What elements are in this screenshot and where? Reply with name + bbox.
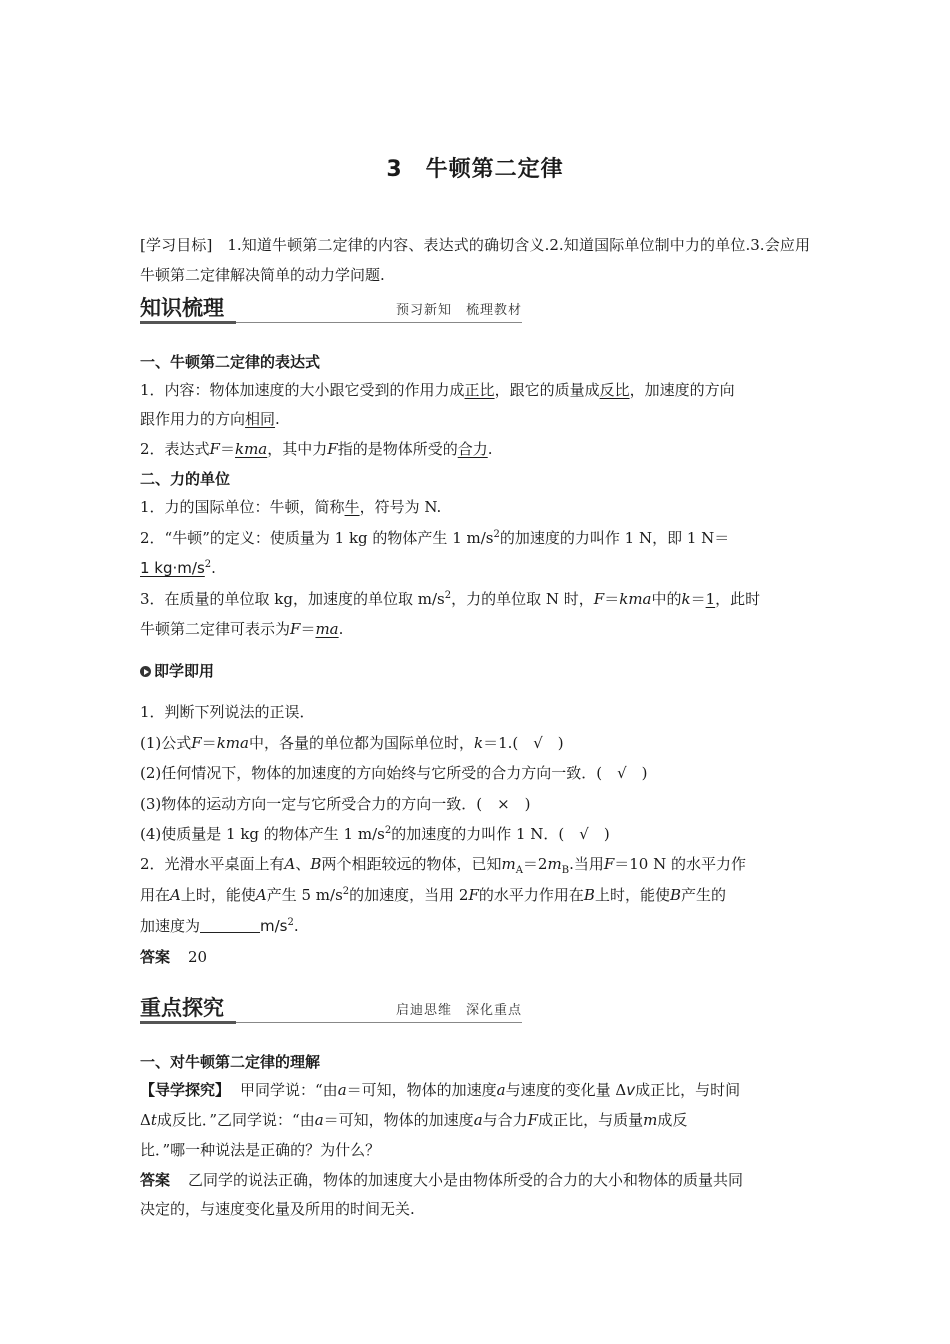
content-line: 【导学探究】 甲同学说：“由a＝可知，物体的加速度a与速度的变化量 Δv成正比，与时间 bbox=[140, 1081, 741, 1099]
question: 2．光滑水平桌面上有A、B两个相距较远的物体，已知$m_A=2m_B$.当用F＝10 N 的水平力作 bbox=[140, 855, 747, 876]
content-line: 跟作用力的方向相同. bbox=[140, 410, 280, 428]
answer-value: 20 bbox=[188, 948, 208, 966]
fill-answer: 牛 bbox=[344, 498, 360, 516]
content-line: 比．”哪一种说法是正确的？为什么？ bbox=[140, 1141, 381, 1159]
content-line: 1．内容：物体加速度的大小跟它受到的作用力成正比，跟它的质量成反比，加速度的方向 bbox=[140, 381, 735, 399]
answer-blank bbox=[200, 918, 260, 933]
part-heading: 一、对牛顿第二定律的理解 bbox=[140, 1053, 321, 1071]
section-subheading: 启迪思维 深化重点 bbox=[395, 1003, 522, 1018]
content-line: 1 $kg\cdot m/s^2$. bbox=[140, 559, 216, 577]
practice-heading: 即学即用 bbox=[140, 659, 214, 683]
fill-answer: ma bbox=[315, 620, 339, 638]
question: 1．判断下列说法的正误． bbox=[140, 703, 315, 721]
part-heading: 一、牛顿第二定律的表达式 bbox=[140, 353, 321, 371]
content-line: 牛顿第二定律可表示为F＝ma. bbox=[140, 620, 344, 638]
answer-line bbox=[140, 945, 207, 969]
answer-label: 答案 bbox=[140, 948, 171, 966]
answer-label: 答案 bbox=[140, 1171, 171, 1189]
answer-line: 决定的，与速度变化量及所用的时间无关. bbox=[140, 1200, 415, 1218]
fill-answer: 相同 bbox=[245, 410, 276, 428]
fill-answer: 反比 bbox=[599, 381, 630, 399]
question-line: 加速度为 $m/s^2$. bbox=[140, 917, 299, 935]
objectives-label: [学习目标] bbox=[140, 236, 213, 254]
section-banner-focus bbox=[140, 992, 522, 1024]
answer-line: 答案 乙同学的说法正确，物体的加速度大小是由物体所受的合力的大小和物体的质量共同 bbox=[140, 1171, 744, 1189]
fill-answer: kma bbox=[234, 440, 268, 458]
fill-answer: 正比 bbox=[464, 381, 495, 399]
content-line: Δt成反比．”乙同学说：“由a＝可知，物体的加速度a与合力F成正比，与质量m成反 bbox=[140, 1111, 688, 1129]
fill-answer: 合力 bbox=[457, 440, 488, 458]
page-title: 3 牛顿第二定律 bbox=[386, 157, 564, 182]
question-line: 用在A上时，能使A产生 5 $m/s^2$的加速度，当用 2F的水平力作用在B上时，能使B产生的 bbox=[140, 886, 726, 904]
objectives-text: 1.知道牛顿第二定律的内容、表达式的确切含义.2.知道国际单位制中力的单位.3.会应用牛顿第二定律解决简单的动力学问题. bbox=[140, 236, 810, 284]
part-heading: 二、力的单位 bbox=[140, 470, 231, 488]
fill-answer: 1 bbox=[705, 590, 716, 608]
section-heading: 知识梳理 bbox=[140, 296, 224, 320]
fill-answer: 1 kg·m/s bbox=[140, 559, 205, 577]
statement: (3)物体的运动方向一定与它所受合力的方向一致．( × ) bbox=[140, 795, 531, 813]
content-line: 1．力的国际单位：牛顿，简称牛，符号为 N. bbox=[140, 498, 442, 516]
section-subheading: 预习新知 梳理教材 bbox=[395, 303, 522, 318]
content-line: 3．在质量的单位取 kg，加速度的单位取 $m/s^2$，力的单位取 N 时，F＝kma中的k＝1，此时 bbox=[140, 590, 761, 608]
play-circle-icon bbox=[140, 666, 151, 677]
learning-objectives bbox=[140, 230, 810, 290]
section-banner-knowledge bbox=[140, 292, 522, 324]
statement: (1)公式F＝kma中，各量的单位都为国际单位时，k＝1.( √ ) bbox=[140, 734, 564, 752]
statement: (2)任何情况下，物体的加速度的方向始终与它所受的合力方向一致．( √ ) bbox=[140, 764, 648, 782]
content-line: 2．表达式F＝kma，其中力F指的是物体所受的合力. bbox=[140, 440, 493, 458]
guided-inquiry-label: 【导学探究】 bbox=[140, 1081, 231, 1099]
statement: (4)使质量是 1 kg 的物体产生 1 $m/s^2$的加速度的力叫作 1 N．( √ ) bbox=[140, 825, 610, 843]
content-line: 2．“牛顿”的定义：使质量为 1 kg 的物体产生 1 $m/s^2$的加速度的力叫作 1 N，即 1 N＝ bbox=[140, 529, 730, 547]
section-heading: 重点探究 bbox=[140, 996, 224, 1020]
